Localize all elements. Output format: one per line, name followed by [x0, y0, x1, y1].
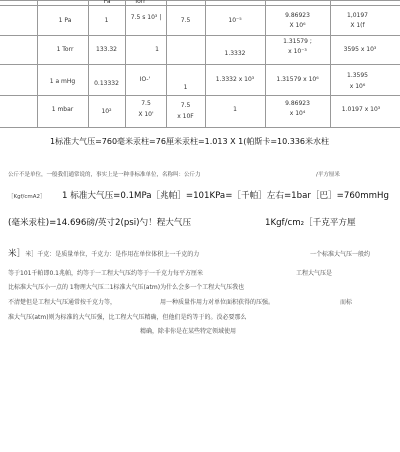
table-cell: 1.3332 x 10³: [215, 76, 255, 83]
table-rule: [0, 35, 400, 36]
table-cell: 1: [155, 46, 159, 53]
table-cell: 7.5: [180, 102, 191, 109]
table-rule: [0, 95, 400, 96]
table-cell: 10⁻⁵: [228, 17, 242, 24]
text-line: 用一种质量作用力对单位面积获得的压强。: [160, 299, 275, 306]
table-rule: [0, 0, 400, 1]
row-label: 1 a mHg: [49, 78, 76, 85]
text-line: 1 标准大气压=0.1MPa［兆帕］=101KPa=［千帕］左右=1bar［巴］=760mmHg: [62, 191, 389, 201]
table-cell: 7.5: [141, 100, 151, 107]
table-rule: [0, 5, 400, 6]
text-line: 公斤不是单位，一般我们通常说的，事实上是一种非标准单位，名称叫：公斤力: [8, 172, 201, 178]
row-label: 1 Torr: [56, 46, 74, 53]
table-cell: 7.5 ꜱ 10³ |: [130, 14, 162, 21]
table-cell: 7.5: [180, 17, 191, 24]
text-fragment: 米］: [8, 249, 26, 259]
text-line: 而标: [340, 299, 353, 306]
table-cell: X 1(f: [350, 22, 365, 29]
table-cell: X 10': [138, 111, 154, 118]
table-cell: x 10⁶: [349, 83, 366, 90]
table-cell: x 10F: [177, 113, 194, 120]
text-line: 一个标准大气压一般约: [310, 251, 371, 258]
table-rule: [37, 0, 38, 128]
text-line: /平方厘米: [316, 172, 340, 178]
table-cell: 1.0197 x 10³: [341, 106, 381, 113]
row-label: 1 Pa: [58, 17, 72, 24]
table-cell: 133.32: [96, 46, 117, 53]
table-cell: 0.13332: [94, 80, 119, 87]
summary-line: 1标准大气压=760毫米汞柱=76厘米汞柱=1.013 X 1(帕斯卡=10.336米水柱: [50, 137, 330, 146]
table-cell: X 10⁶: [289, 22, 306, 29]
text-line: 比标准大气压小一点的 1物理大气压二1标准大气压(atm)为什么会多一个工程大气压我也: [8, 284, 245, 291]
table-cell: 1.31579 x 10⁶: [276, 76, 319, 83]
text-line: 准大气压(atm)则为标准的大气压强，比工程大气压精确，但他们是约等于的。没必要那么: [8, 314, 247, 321]
table-cell: 3595 x 10³: [343, 46, 377, 53]
table-rule: [0, 127, 400, 128]
text-line: 不清楚但是工程大气压通常按千克力等，: [8, 299, 117, 306]
table-cell: 1.3595: [347, 72, 368, 79]
table-cell: 1: [104, 17, 109, 24]
table-cell: 9.86923: [285, 12, 310, 19]
table-cell: 1.31579 ;: [283, 38, 312, 45]
table-cell: 1: [233, 106, 237, 113]
table-cell: x 10⁻³: [288, 48, 307, 55]
table-cell: 9.86923: [285, 100, 310, 107]
text-line: [8, 247, 199, 259]
table-cell: 10²: [101, 108, 112, 115]
table-cell: 1.3332: [224, 50, 246, 57]
text-line: ［Kgf/cmA2］: [8, 194, 46, 200]
table-cell: 1: [183, 84, 188, 91]
table-rule: [0, 64, 400, 65]
text-line: 工程大气压是: [296, 270, 333, 277]
row-label: 1 mbar: [51, 106, 74, 113]
table-cell: 1,0197: [347, 12, 368, 19]
table-cell: IO-': [139, 76, 151, 83]
header-pa: Pa: [103, 0, 111, 5]
text-line: 等于101千帕即0.1兆帕，约等于一工程大气压约等于一千克力每平方厘米: [8, 270, 203, 277]
text-fragment: 米］千克：是质量单位，千克力：是作用在单位体积上一千克的力: [25, 251, 200, 258]
table-cell: x 10⁴: [289, 110, 306, 117]
text-line: 1Kgf/cm₂［千克平方厘: [265, 218, 356, 228]
text-line: 精确，除非你是在某些特定领域使用: [140, 328, 237, 335]
text-line: (毫米汞柱)=14.696磅/英寸2(psi)勺！程大气压: [8, 218, 192, 228]
header-torr: Torr: [134, 0, 146, 5]
